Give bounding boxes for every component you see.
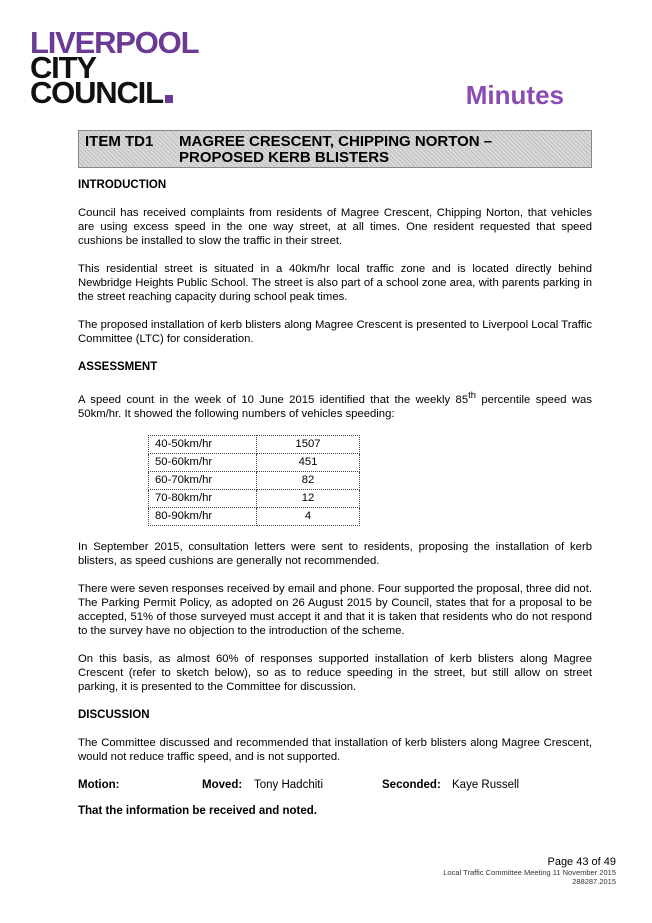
council-logo [30, 25, 199, 110]
item-title-line-1: MAGREE CRESCENT, CHIPPING NORTON – [179, 133, 493, 150]
logo-line-1: LIVERPOOL [30, 25, 199, 60]
vehicle-count-cell: 451 [257, 453, 360, 471]
introduction-heading: INTRODUCTION [78, 179, 167, 191]
item-title-line-2: PROPOSED KERB BLISTERS [179, 149, 390, 166]
speed-range-cell: 40-50km/hr [149, 435, 257, 453]
meeting-reference: Local Traffic Committee Meeting 11 November 2015 [443, 868, 616, 877]
vehicle-count-cell: 82 [257, 471, 360, 489]
logo-dot-icon [165, 95, 173, 103]
moved-label: Moved: [202, 778, 243, 791]
assessment-paragraph-1 [78, 388, 592, 421]
table-row [149, 471, 360, 489]
logo-line-3 [30, 75, 198, 110]
table-row [149, 435, 360, 453]
vehicle-count-cell: 1507 [257, 435, 360, 453]
speed-range-cell: 70-80km/hr [149, 489, 257, 507]
motion-label: Motion: [78, 778, 120, 791]
resolution-outcome: That the information be received and noted. [78, 804, 317, 817]
page-footer [443, 856, 616, 886]
assessment-p1-sup: th [468, 389, 476, 400]
logo-line-3-text: COUNCIL [30, 75, 163, 110]
assessment-paragraph-4: On this basis, as almost 60% of responses supported installation of kerb blisters along Magree Crescent (refer to sketch below), so as to reduce speeding in the street, but still allow on street parking, it is presented to the Committee for discussion. [78, 652, 592, 693]
vehicle-count-cell: 4 [257, 507, 360, 525]
minutes-body [78, 178, 592, 818]
item-heading-box [78, 130, 592, 168]
speed-range-cell: 50-60km/hr [149, 453, 257, 471]
assessment-paragraph-2: In September 2015, consultation letters were sent to residents, proposing the installation of kerb blisters, as speed cushions are generally not recommended. [78, 540, 592, 567]
table-row [149, 453, 360, 471]
motion-line [78, 778, 592, 792]
introduction-paragraph-1: Council has received complaints from residents of Magree Crescent, Chipping Norton, that vehicles are using excess speed in the one way street, at all times. One resident requested that speed cushions be installed to slow the traffic in their street. [78, 207, 592, 247]
speed-range-cell: 80-90km/hr [149, 507, 257, 525]
seconded-label: Seconded: [382, 778, 441, 791]
assessment-p1-before: A speed count in the week of 10 June 2015 identified that the weekly 85 [78, 393, 469, 406]
discussion-heading: DISCUSSION [78, 708, 150, 721]
document-reference: 288287.2015 [572, 877, 616, 886]
logo-line-2: CITY [30, 50, 96, 85]
speed-count-table [148, 435, 360, 526]
introduction-paragraph-2: This residential street is situated in a 40km/hr local traffic zone and is located directly behind Newbridge Heights Public School. The street is also part of a school zone area, with parents parking in the street reaching capacity during school peak times. [78, 263, 592, 303]
introduction-paragraph-3: The proposed installation of kerb blisters along Magree Crescent is presented to Liverpool Local Traffic Committee (LTC) for consideration. [78, 319, 592, 345]
assessment-heading: ASSESSMENT [78, 361, 158, 373]
table-row [149, 507, 360, 525]
table-row [149, 489, 360, 507]
page-number: Page 43 of 49 [547, 856, 616, 868]
assessment-p1-after: percentile speed was 50km/hr. It showed the following numbers of vehicles speeding: [78, 393, 592, 420]
document-type-title: Minutes [465, 80, 564, 110]
vehicle-count-cell: 12 [257, 489, 360, 507]
speed-range-cell: 60-70km/hr [149, 471, 257, 489]
assessment-paragraph-3: There were seven responses received by email and phone. Four supported the proposal, three did not. The Parking Permit Policy, as adopted on 26 August 2015 by Council, states that for a proposal to be accepted, 51% of those surveyed must accept it and that it is taken that residents who do not respond to the survey have no objection to the introduction of the scheme. [78, 582, 592, 637]
discussion-paragraph-1: The Committee discussed and recommended that installation of kerb blisters along Magree Crescent, would not reduce traffic speed, and is not supported. [78, 736, 592, 763]
moved-name: Tony Hadchiti [254, 778, 324, 791]
item-id: ITEM TD1 [85, 133, 154, 150]
seconded-name: Kaye Russell [452, 778, 520, 791]
